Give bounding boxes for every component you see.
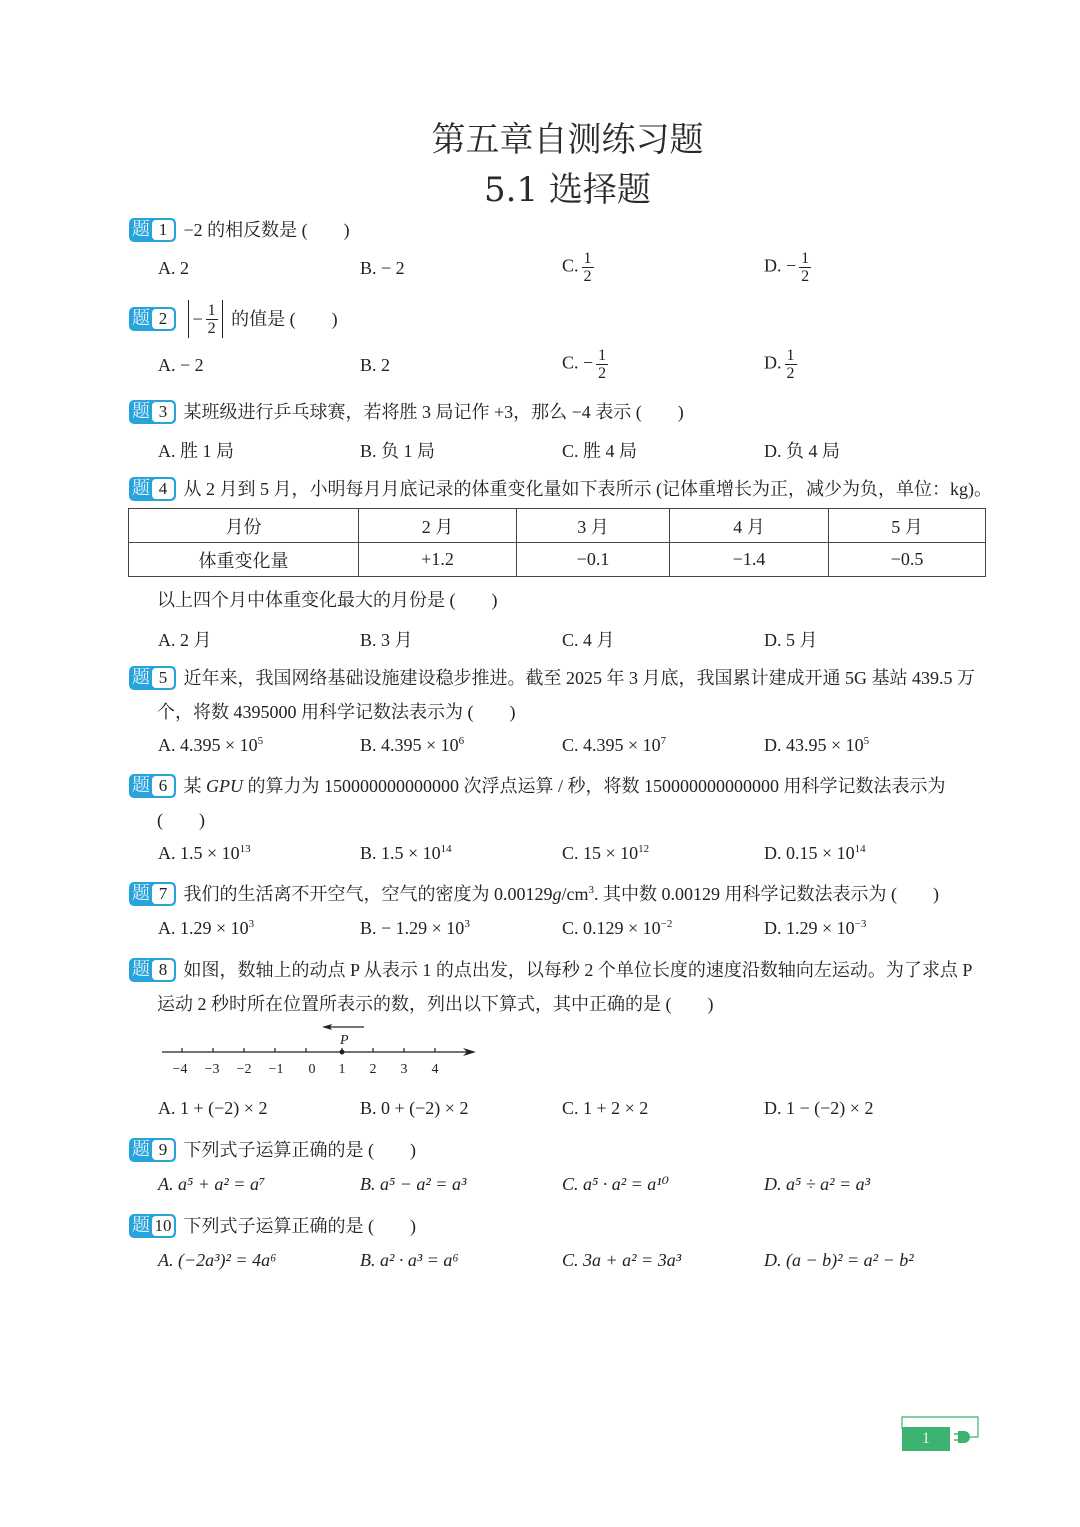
- svg-text:4: 4: [431, 1062, 439, 1077]
- option-a[interactable]: A. a⁵ + a² = a⁷: [158, 1174, 266, 1194]
- options-q7: [158, 918, 1018, 948]
- question-stem: 如图，数轴上的动点 P 从表示 1 的点出发，以每秒 2 个单位长度的速度沿数轴向左运动。为了求点 P: [183, 959, 973, 980]
- option-c[interactable]: C. a⁵ · a² = a¹⁰: [562, 1174, 669, 1194]
- options-q8: [158, 1098, 1018, 1128]
- option-a[interactable]: A. $4.395 \times 10^5$: [158, 735, 264, 755]
- svg-text:1: 1: [338, 1062, 346, 1077]
- option-b[interactable]: B. 0 + (−2) × 2: [360, 1098, 469, 1118]
- question-badge: 题 8: [129, 958, 176, 982]
- abs-bar-left: [188, 300, 189, 338]
- point-p-label: P: [340, 1033, 349, 1048]
- option-c[interactable]: C. 3a + a² = 3a³: [562, 1250, 682, 1270]
- question-8: [129, 956, 1010, 1016]
- question-badge: 题 10: [129, 1214, 176, 1238]
- svg-text:0: 0: [308, 1062, 316, 1077]
- option-d[interactable]: D. a⁵ ÷ a² = a³: [764, 1174, 871, 1194]
- question-stem: −2 的相反数是 ( ): [183, 219, 350, 240]
- weight-change-table: [128, 508, 986, 577]
- option-a[interactable]: A. $1.29 \times 10^3$: [158, 918, 255, 938]
- question-badge: 题 9: [129, 1138, 176, 1162]
- option-b[interactable]: B. 负 1 局: [360, 441, 436, 461]
- option-b[interactable]: B. a⁵ − a² = a³: [360, 1174, 467, 1194]
- question-stem-cont: 个，将数 4395000 用科学记数法表示为 ( ): [157, 701, 516, 722]
- question-stem: 的值是 ( ): [231, 309, 338, 329]
- question-badge: 题 7: [129, 882, 176, 906]
- number-line-figure: [158, 1020, 488, 1080]
- question-5: [129, 664, 1010, 724]
- option-c[interactable]: C. 4 月: [562, 630, 615, 650]
- options-q2: [158, 347, 1018, 385]
- question-1: [129, 216, 1010, 242]
- question-stem-cont: 运动 2 秒时所在位置所表示的数，列出以下算式，其中正确的是 ( ): [157, 993, 714, 1014]
- options-q9: [158, 1174, 1018, 1204]
- option-d[interactable]: D. 1 − (−2) × 2: [764, 1098, 874, 1118]
- options-q1: [158, 250, 1018, 288]
- question-9: [129, 1136, 1010, 1162]
- option-a[interactable]: A. 胜 1 局: [158, 441, 234, 461]
- option-c[interactable]: C. $\frac{1}{2}$: [562, 250, 592, 285]
- option-b[interactable]: B. a² · a³ = a⁶: [360, 1250, 459, 1270]
- question-4-followup: 以上四个月中体重变化最大的月份是 ( ): [157, 590, 498, 610]
- question-10: [129, 1212, 1010, 1238]
- table-header-row: 月份 2 月 3 月 4 月 5 月: [129, 509, 986, 543]
- option-a[interactable]: A. 2 月: [158, 630, 212, 650]
- question-badge: 题 4: [129, 477, 176, 501]
- question-2: 题 2 − $\frac{1}{2}$ 的值是 ( ): [129, 300, 1010, 338]
- fraction: $\frac{1}{2}$: [801, 250, 810, 285]
- option-d[interactable]: D. $\frac{1}{2}$: [764, 347, 795, 382]
- svg-text:−2: −2: [236, 1062, 252, 1077]
- option-a[interactable]: A. (−2a³)² = 4a⁶: [158, 1250, 277, 1270]
- option-d[interactable]: D. − $\frac{1}{2}$: [764, 250, 810, 285]
- question-3: [129, 398, 1010, 424]
- table-row: 体重变化量 +1.2 −0.1 −1.4 −0.5: [129, 543, 986, 577]
- option-c[interactable]: C. $15 \times 10^{12}$: [562, 843, 650, 863]
- options-q6: [158, 843, 1018, 873]
- fraction: $\frac{1}{2}$: [786, 347, 795, 382]
- svg-text:2: 2: [369, 1062, 377, 1077]
- question-stem: 下列式子运算正确的是 ( ): [183, 1139, 416, 1160]
- question-badge: 题 1: [129, 218, 176, 242]
- fraction: $\frac{1}{2}$: [598, 347, 607, 382]
- option-d[interactable]: D. (a − b)² = a² − b²: [764, 1250, 914, 1270]
- option-b[interactable]: B. $4.395 \times 10^6$: [360, 735, 465, 755]
- page-number: 1: [922, 1430, 930, 1447]
- question-badge: 题 3: [129, 400, 176, 424]
- question-badge: 题 5: [129, 666, 176, 690]
- option-a[interactable]: A. − 2: [158, 355, 204, 375]
- option-b[interactable]: B. $1.5 \times 10^{14}$: [360, 843, 452, 863]
- question-4: [129, 475, 1010, 501]
- options-q3: [158, 437, 1018, 467]
- options-q10: [158, 1250, 1018, 1280]
- section-title: 5.1 选择题: [484, 170, 651, 210]
- option-b[interactable]: B. 2: [360, 355, 391, 375]
- options-q4: [158, 626, 1018, 656]
- option-c[interactable]: C. − $\frac{1}{2}$: [562, 347, 607, 382]
- option-c[interactable]: C. $4.395 \times 10^7$: [562, 735, 667, 755]
- option-d[interactable]: D. $1.29 \times 10^{-3}$: [764, 918, 867, 938]
- svg-text:3: 3: [400, 1062, 408, 1077]
- question-stem: 下列式子运算正确的是 ( ): [183, 1215, 416, 1236]
- option-a[interactable]: A. 1 + (−2) × 2: [158, 1098, 268, 1118]
- fraction: $\frac{1}{2}$: [583, 250, 592, 285]
- option-d[interactable]: D. 负 4 局: [764, 441, 840, 461]
- svg-text:−1: −1: [268, 1062, 284, 1077]
- question-badge: 题 6: [129, 774, 176, 798]
- option-c[interactable]: C. $0.129 \times 10^{-2}$: [562, 918, 673, 938]
- question-stem: 近年来，我国网络基础设施建设稳步推进。截至 2025 年 3 月底，我国累计建成开通 5G 基站 439.5 万: [183, 667, 975, 688]
- question-stem: 某班级进行乒乓球赛，若将胜 3 局记作 +3，那么 −4 表示 ( ): [183, 401, 684, 422]
- question-6: [129, 772, 1010, 832]
- chapter-title: 第五章自测练习题: [431, 120, 704, 160]
- page-number-tab: [900, 1415, 982, 1455]
- option-b[interactable]: B. − $1.29 \times 10^3$: [360, 918, 470, 938]
- option-b[interactable]: B. − 2: [360, 258, 405, 278]
- question-stem: 我们的生活离不开空气，空气的密度为 $0.00129g/cm^3$. 其中数 0.00129 用科学记数法表示为 ( ): [183, 883, 939, 904]
- question-stem-cont: ( ): [157, 809, 205, 830]
- question-stem: 从 2 月到 5 月，小明每月月底记录的体重变化量如下表所示 (记体重增长为正，减少为负，单位：kg)。: [183, 478, 992, 499]
- svg-text:−4: −4: [172, 1062, 188, 1077]
- option-b[interactable]: B. 3 月: [360, 630, 413, 650]
- option-d[interactable]: D. $0.15 \times 10^{14}$: [764, 843, 866, 863]
- option-d[interactable]: D. 5 月: [764, 630, 818, 650]
- option-d[interactable]: D. $43.95 \times 10^5$: [764, 735, 870, 755]
- question-7: [129, 880, 1010, 906]
- options-q5: [158, 735, 1018, 765]
- option-c[interactable]: C. 胜 4 局: [562, 441, 638, 461]
- option-a[interactable]: A. $1.5 \times 10^{13}$: [158, 843, 251, 863]
- fraction: $\frac{1}{2}$: [207, 301, 216, 337]
- svg-text:−3: −3: [204, 1062, 220, 1077]
- option-c[interactable]: C. 1 + 2 × 2: [562, 1098, 649, 1118]
- option-a[interactable]: A. 2: [158, 258, 189, 278]
- abs-bar-right: [222, 300, 223, 338]
- question-stem: 某 GPU 的算力为 150000000000000 次浮点运算 / 秒，将数 150000000000000 用科学记数法表示为: [183, 775, 946, 796]
- question-badge: 题 2: [129, 307, 176, 331]
